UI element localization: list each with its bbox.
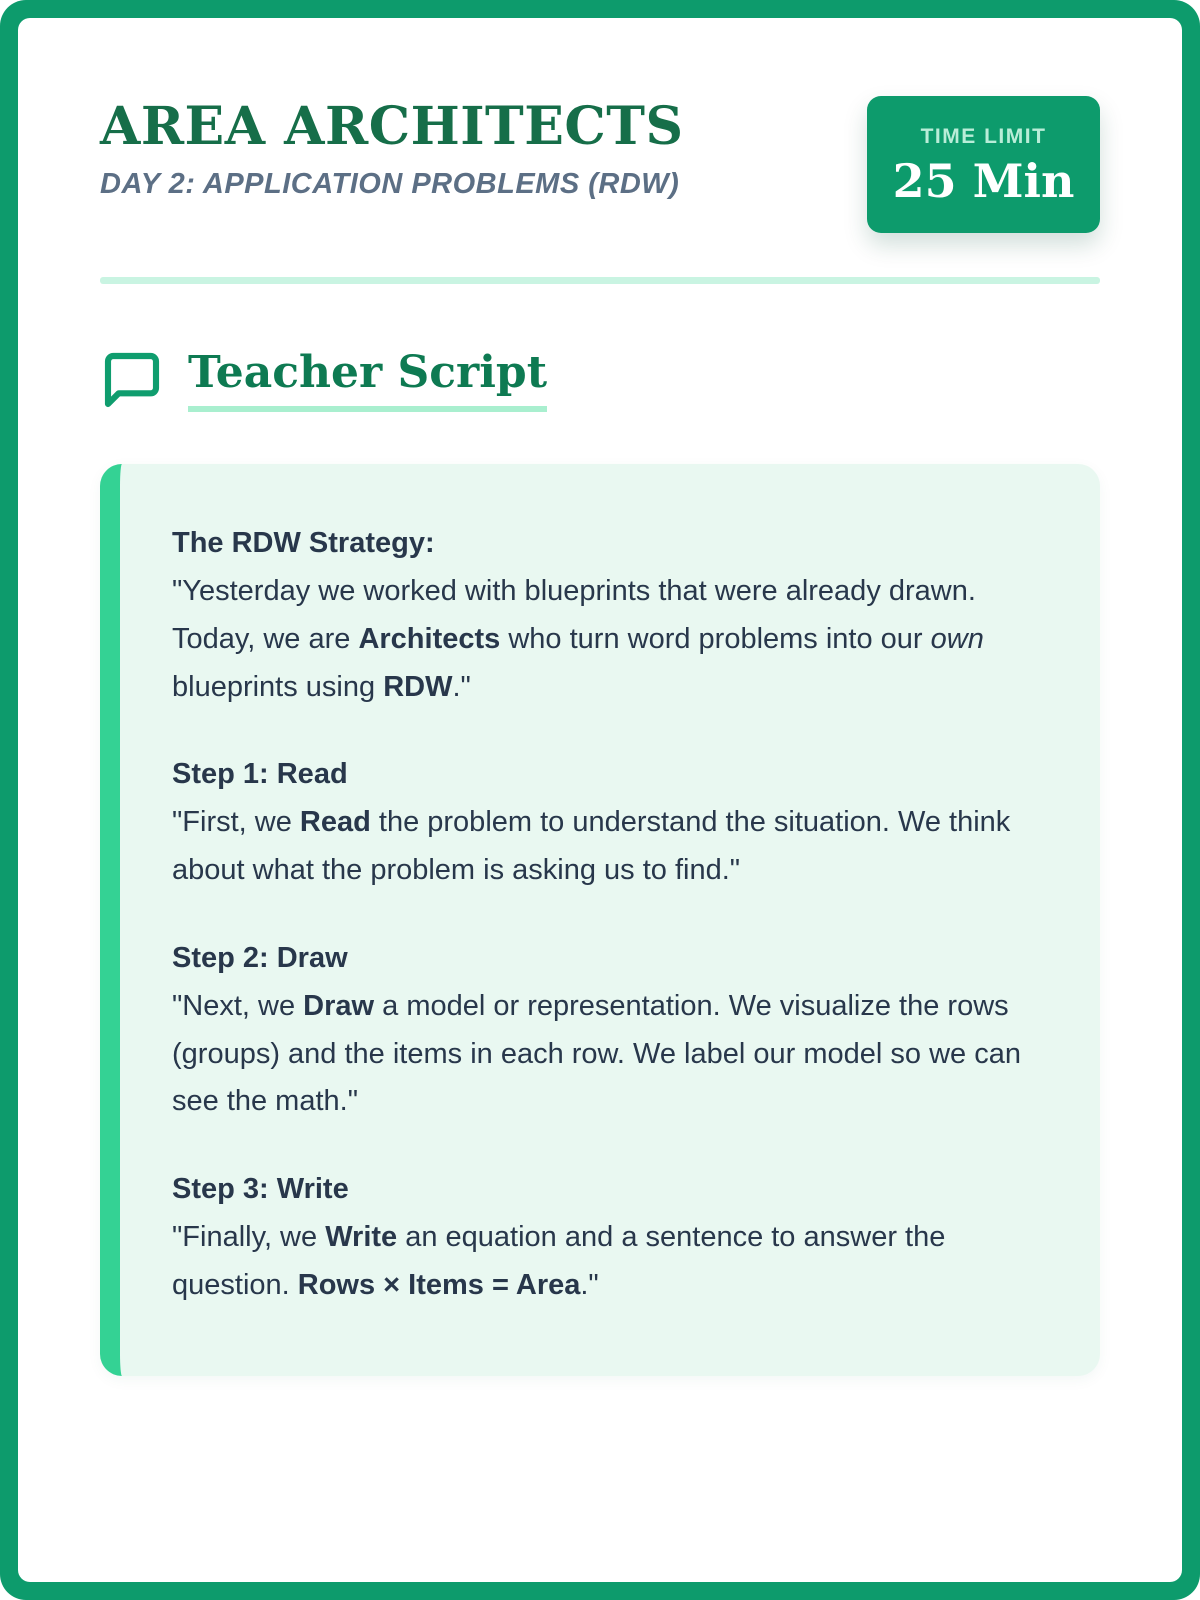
script-block [172, 520, 1030, 711]
time-limit-badge [867, 96, 1100, 233]
header [100, 98, 1100, 233]
script-block-body: "Next, we Draw a model or representation. We visualize the rows (groups) and the items in each row. We label our model so we can see the math." [172, 989, 1021, 1118]
script-block [172, 1166, 1030, 1310]
script-box [100, 464, 1100, 1376]
script-block-heading: Step 1: Read [172, 758, 348, 791]
page-subtitle: DAY 2: APPLICATION PROBLEMS (RDW) [100, 168, 680, 201]
speech-bubble-icon [100, 348, 164, 412]
page-title: AREA ARCHITECTS [100, 96, 684, 157]
script-block-heading: Step 2: Draw [172, 941, 348, 974]
header-text [100, 98, 684, 201]
header-divider [100, 277, 1100, 284]
script-block-heading: The RDW Strategy: [172, 527, 435, 559]
time-limit-label: TIME LIMIT [920, 125, 1047, 148]
card [18, 18, 1182, 1582]
script-block [172, 935, 1030, 1126]
time-limit-value: 25 Min [892, 154, 1075, 208]
script-block-body: "Yesterday we worked with blueprints that were already drawn. Today, we are Architects who turn word problems into our own blueprints using RDW." [172, 574, 984, 703]
section-heading-row [100, 348, 1100, 412]
script-block-heading: Step 3: Write [172, 1173, 349, 1206]
script-block-body: "First, we Read the problem to understand the situation. We think about what the problem is asking us to find." [172, 806, 1011, 887]
script-block [172, 751, 1030, 895]
script-block-body: "Finally, we Write an equation and a sentence to answer the question. Rows × Items = Area." [172, 1221, 946, 1301]
section-heading: Teacher Script [188, 348, 547, 412]
